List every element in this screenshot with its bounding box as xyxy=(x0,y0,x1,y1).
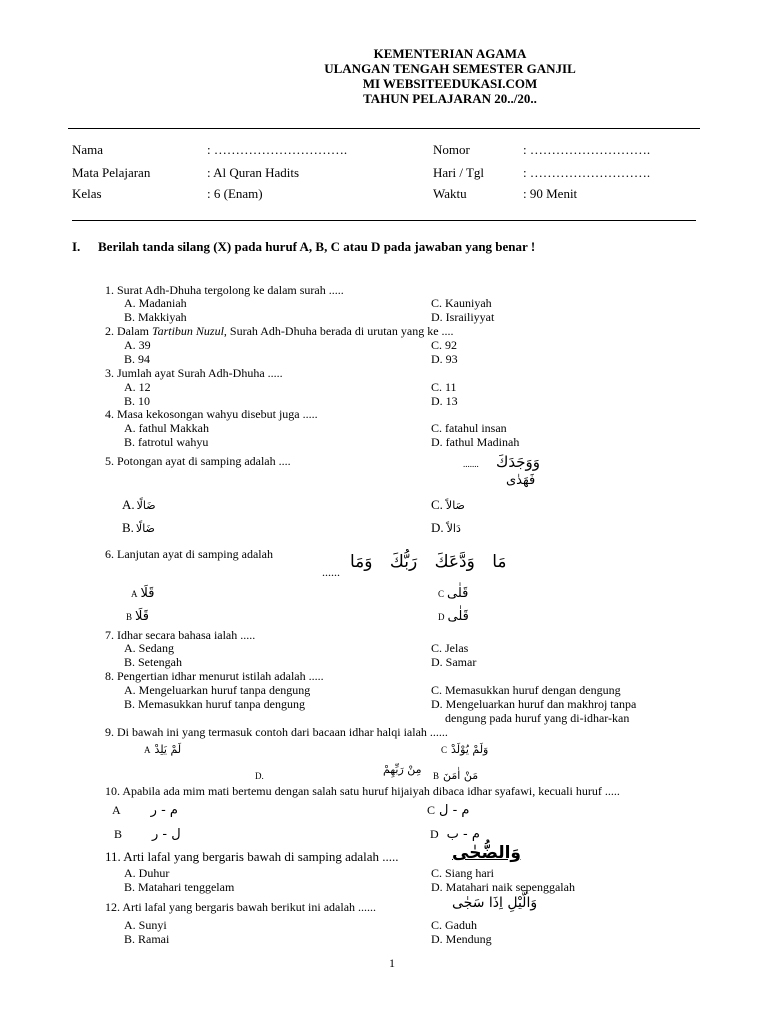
q5-text: 5. Potongan ayat di samping adalah .... xyxy=(105,454,291,468)
q1-option-b: B. Makkiyah xyxy=(124,310,187,324)
header-line-3: MI WEBSITEEDUKASI.COM xyxy=(362,76,538,91)
q1-option-d: D. Israiliyyat xyxy=(431,310,495,324)
q6-option-d: D قَلٰى xyxy=(438,609,469,624)
q3-option-a: A. 12 xyxy=(124,380,151,394)
q6-text: 6. Lanjutan ayat di samping adalah xyxy=(105,547,273,561)
q10-option-b: B ل - ر xyxy=(114,827,181,842)
q10-option-d: D م - ب xyxy=(430,827,480,842)
q4-option-c: C. fatahul insan xyxy=(431,421,507,435)
q9-option-c: C وَلَمْ يُوْلَدْ xyxy=(441,743,489,756)
q9-option-d-arabic: مِنْ رَبِّهِمْ xyxy=(383,763,422,776)
q7-text: 7. Idhar secara bahasa ialah ..... xyxy=(105,628,256,642)
q5-option-a: A. ضَالًا xyxy=(122,497,156,512)
q7-option-c: C. Jelas xyxy=(431,641,469,655)
q12-arabic: وَالَّيْلِ اِذَا سَجٰى xyxy=(452,895,538,911)
q3-text: 3. Jumlah ayat Surah Adh-Dhuha ..... xyxy=(105,366,283,380)
q7-option-a: A. Sedang xyxy=(124,641,174,655)
q6-dots: ...... xyxy=(322,565,340,579)
mapel-value: : Al Quran Hadits xyxy=(207,165,300,180)
q11-arabic: وَالضُّحٰى xyxy=(452,843,521,863)
q7-option-b: B. Setengah xyxy=(124,655,182,669)
section-instruction: Berilah tanda silang (X) pada huruf A, B, C atau D pada jawaban yang benar ! xyxy=(98,239,536,254)
q3-option-d: D. 13 xyxy=(431,394,458,408)
q9-option-a: A لَمْ يَلِدْ xyxy=(144,743,182,756)
nama-field: : …………………………. xyxy=(207,142,348,157)
q8-option-b: B. Memasukkan huruf tanpa dengung xyxy=(124,697,305,711)
q11-option-a: A. Duhur xyxy=(124,866,170,880)
nama-label: Nama xyxy=(72,142,104,157)
q3-option-c: C. 11 xyxy=(431,380,457,394)
q7-option-d: D. Samar xyxy=(431,655,477,669)
q3-option-b: B. 10 xyxy=(124,394,151,408)
q5-arabic: وَوَجَدَكَ xyxy=(496,453,540,471)
q4-text: 4. Masa kekosongan wahyu disebut juga ..... xyxy=(105,407,318,421)
q11-option-c: C. Siang hari xyxy=(431,866,494,880)
q8-option-c: C. Memasukkan huruf dengan dengung xyxy=(431,683,621,697)
header-rule xyxy=(68,128,700,129)
q10-text: 10. Apabila ada mim mati bertemu dengan salah satu huruf hijaiyah dibaca idhar syafawi, kecuali huruf ..... xyxy=(105,784,620,798)
nomor-label: Nomor xyxy=(433,142,470,157)
q11-text: 11. Arti lafal yang bergaris bawah di samping adalah ..... xyxy=(105,849,399,864)
q8-option-d-continued: dengung pada huruf yang di-idhar-kan xyxy=(445,711,630,725)
q2-option-b: B. 94 xyxy=(124,352,151,366)
q6-option-a: A قَلَا xyxy=(131,586,155,601)
q8-option-a: A. Mengeluarkan huruf tanpa dengung xyxy=(124,683,311,697)
q1-text: 1. Surat Adh-Dhuha tergolong ke dalam surah ..... xyxy=(105,283,344,297)
header-line-1: KEMENTERIAN AGAMA xyxy=(373,46,527,61)
q2-option-c: C. 92 xyxy=(431,338,458,352)
header-line-2: ULANGAN TENGAH SEMESTER GANJIL xyxy=(324,61,576,76)
info-rule xyxy=(72,220,696,221)
q12-option-b: B. Ramai xyxy=(124,932,170,946)
q8-text: 8. Pengertian idhar menurut istilah adalah ..... xyxy=(105,669,324,683)
q2-text: 2. Dalam Tartibun Nuzul, Surah Adh-Dhuha berada di urutan yang ke .... xyxy=(105,324,454,338)
q1-option-c: C. Kauniyah xyxy=(431,296,492,310)
q11-option-b: B. Matahari tenggelam xyxy=(124,880,235,894)
q8-option-d: D. Mengeluarkan huruf dan makhroj tanpa xyxy=(431,697,637,711)
kelas-label: Kelas xyxy=(72,186,102,201)
q12-text: 12. Arti lafal yang bergaris bawah berikut ini adalah ...... xyxy=(105,900,377,914)
q12-option-c: C. Gaduh xyxy=(431,918,477,932)
section-number: I. xyxy=(72,239,81,254)
q9-option-b: B مَنْ اٰمَنَ xyxy=(433,769,479,782)
q4-option-b: B. fatrotul wahyu xyxy=(124,435,209,449)
kelas-value: : 6 (Enam) xyxy=(207,186,263,201)
q6-option-b: B قَلَا xyxy=(126,609,149,624)
q11-option-d: D. Matahari naik sepenggalah xyxy=(431,880,575,894)
hari-field: : ………………………. xyxy=(523,165,651,180)
hari-label: Hari / Tgl xyxy=(433,165,485,180)
page-number: 1 xyxy=(389,956,395,970)
waktu-label: Waktu xyxy=(433,186,467,201)
q5-dots: ....... xyxy=(463,459,479,469)
header-line-4: TAHUN PELAJARAN 20../20.. xyxy=(363,91,537,106)
q2-option-a: A. 39 xyxy=(124,338,151,352)
q9-text: 9. Di bawah ini yang termasuk contoh dari bacaan idhar halqi ialah ...... xyxy=(105,725,448,739)
q2-option-d: D. 93 xyxy=(431,352,458,366)
q10-option-a: A م - ر xyxy=(112,803,178,818)
q5-option-b: B. ضَالًا xyxy=(122,520,155,535)
q5-option-d: D. دَالاً xyxy=(431,520,461,535)
q12-option-a: A. Sunyi xyxy=(124,918,167,932)
q12-option-d: D. Mendung xyxy=(431,932,492,946)
q1-option-a: A. Madaniah xyxy=(124,296,187,310)
nomor-field: : ………………………. xyxy=(523,142,651,157)
q4-option-a: A. fathul Makkah xyxy=(124,421,209,435)
q6-option-c: C قَلٰى xyxy=(438,586,469,601)
waktu-value: : 90 Menit xyxy=(523,186,578,201)
mapel-label: Mata Pelajaran xyxy=(72,165,151,180)
q6-arabic: مَا وَدَّعَكَ رَبُّكَ وَمَا xyxy=(350,552,507,572)
q10-option-c: C م - ل xyxy=(427,803,470,818)
q5-option-c: C. صَالاً xyxy=(431,497,465,512)
q4-option-d: D. fathul Madinah xyxy=(431,435,520,449)
q9-option-d: D. xyxy=(255,771,264,781)
q5-arabic-2: فَهَدٰى xyxy=(506,473,536,488)
